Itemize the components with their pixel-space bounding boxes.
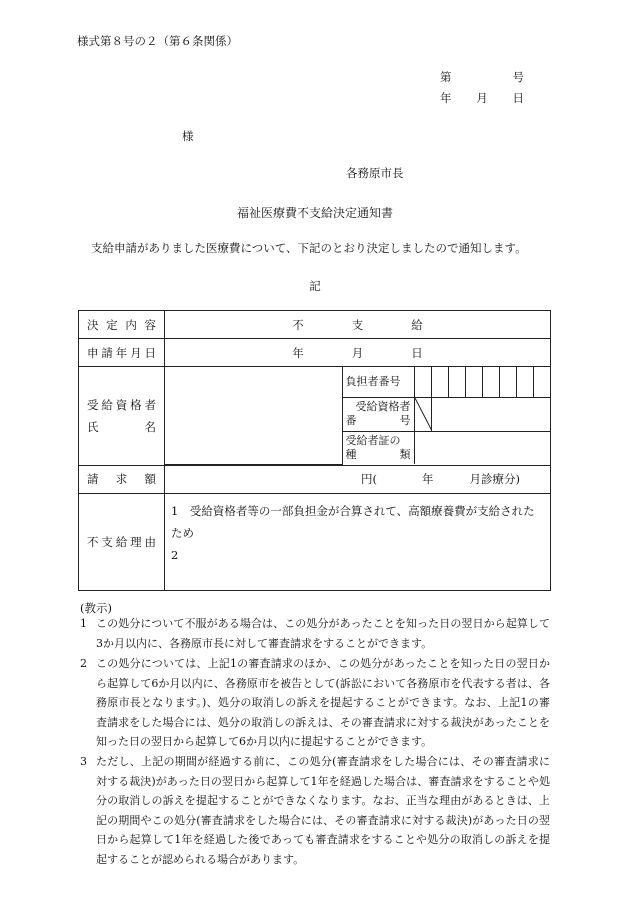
- notice-text: この処分については、上記1の審査請求のほか、この処分があったことを知った日の翌日から起算して6か月以内に、各務原市を被告として(訴訟において各務原市を代表する者は、各務原市長となります。)、処分の取消しの訴えを提起することができます。なお、上記1の審査請求をした場合には、処分の取消しの訴えは、その審査請求に対する裁決があったことを知った日の翌日から起算して6か月以内に提起することができます。: [96, 657, 550, 748]
- issue-date-line: [440, 90, 524, 106]
- certificate-type-field[interactable]: [414, 431, 550, 464]
- decision-value: 不 支 給: [292, 317, 423, 332]
- intro-text: 支給申請がありました医療費について、下記のとおり決定しましたので通知します。: [91, 241, 527, 255]
- recipient-honorific: 様: [182, 129, 194, 143]
- notice-item: 3 ただし、上記の期間が経過する前に、この処分(審査請求をした場合には、その審査請求に対する裁決)があった日の翌日から起算して1年を経過した場合は、審査請求をすることや処分の取消しの訴えを提起することができなくなります。なお、正当な理由があるときは、上記の期間やこの処分(審査請求をした場合には、その審査請求に対する裁決)があった日の翌日から起算して1年を経過した後であっても審査請求をすることや処分の取消しの訴えを提起することが認められる場合があります。: [80, 752, 550, 869]
- eligible-person-grid: [165, 367, 550, 465]
- reason-label: 不 支 給 理 由: [87, 534, 156, 549]
- burden-digit-3[interactable]: [448, 367, 465, 397]
- burden-digit-7[interactable]: [516, 367, 533, 397]
- number-prefix: 第: [440, 70, 452, 84]
- burden-digit-4[interactable]: [465, 367, 482, 397]
- notice-item: 2 この処分については、上記1の審査請求のほか、この処分があったことを知った日の翌日から起算して6か月以内に、各務原市を被告として(訴訟において各務原市を代表する者は、各務原市長となります。)、処分の取消しの訴えを提起することができます。なお、上記1の審査請求をした場合には、処分の取消しの訴えは、その審査請求に対する裁決があったことを知った日の翌日から起算して6か月以内に提起することができます。: [80, 654, 550, 752]
- burden-digit-5[interactable]: [482, 367, 499, 397]
- document-number-line: [440, 69, 524, 85]
- notice-text: ただし、上記の期間が経過する前に、この処分(審査請求をした場合には、その審査請求に対する裁決)があった日の翌日から起算して1年を経過した場合は、審査請求をすることや処分の取消しの訴えを提起することができなくなります。なお、正当な理由があるときは、上記の期間やこの処分(審査請求をした場合には、その審査請求に対する裁決)があった日の翌日から起算して1年を経過した後であっても審査請求をすることや処分の取消しの訴えを提起することが認められる場合があります。: [96, 755, 550, 866]
- claim-amount-label: 請 求 額: [87, 472, 156, 486]
- eligible-person-row: [79, 367, 551, 466]
- ki-marker: 記: [309, 279, 321, 293]
- burden-digit-6[interactable]: [499, 367, 516, 397]
- notice-item: 1 この処分について不服がある場合は、この処分があったことを知った日の翌日から起算して3か月以内に、各務原市長に対して審査請求をすることができます。: [80, 614, 550, 653]
- certificate-type-label: 受給者証の 種 類: [342, 431, 414, 464]
- recipient-number-field[interactable]: [431, 397, 550, 431]
- recipient-number-label: 受給資格者 番 号: [342, 397, 414, 431]
- notice-text: この処分について不服がある場合は、この処分があったことを知った日の翌日から起算して3か月以内に、各務原市長に対して審査請求をすることができます。: [96, 617, 550, 650]
- burden-digit-8[interactable]: [533, 367, 550, 397]
- claim-amount-value: 円( 年 月診療分): [361, 472, 520, 486]
- notice-heading: (教示): [80, 601, 112, 615]
- decision-table: [78, 310, 551, 591]
- reason-item-2: 2: [171, 547, 179, 562]
- claim-amount-row: [79, 465, 551, 493]
- reason-row: [79, 493, 551, 590]
- decision-row: [79, 311, 551, 339]
- application-date-value: 年 月 日: [292, 345, 423, 360]
- application-date-row: [79, 339, 551, 367]
- number-suffix: 号: [512, 70, 524, 84]
- decision-label: 決 定 内 容: [87, 317, 156, 332]
- burden-digit-1[interactable]: [414, 367, 431, 397]
- recipient-digit-slash: [414, 397, 431, 431]
- application-date-label: 申 請 年 月 日: [87, 345, 156, 360]
- form-number: 様式第８号の２（第６条関係）: [77, 34, 238, 48]
- burden-number-label: 負担者番号: [342, 367, 414, 397]
- document-title: 福祉医療費不支給決定通知書: [236, 206, 393, 220]
- date-year: 年: [440, 91, 452, 105]
- issuer-name: 各務原市長: [346, 166, 404, 180]
- date-month: 月: [476, 91, 488, 105]
- date-day: 日: [512, 91, 524, 105]
- eligible-person-name-field[interactable]: [165, 367, 342, 464]
- eligible-person-label: 受 給 資 格 者 氏 名: [87, 397, 156, 434]
- burden-digit-2[interactable]: [431, 367, 448, 397]
- reason-item-1: 1 受給資格者等の一部負担金が合算されて、高額療養費が支給されたため: [171, 503, 535, 540]
